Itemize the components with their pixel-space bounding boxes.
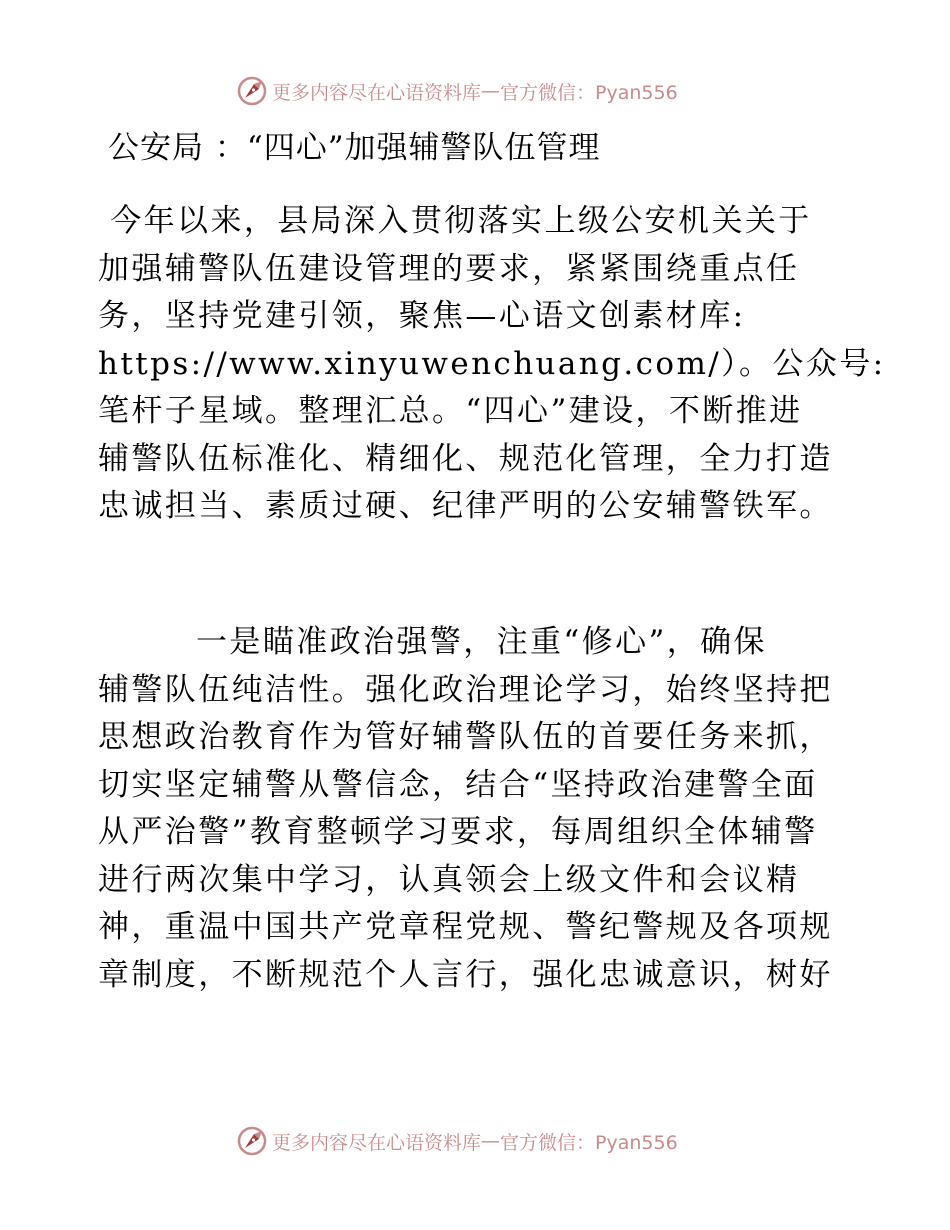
footer-banner (236, 1124, 716, 1158)
banner-text: 更多内容尽在心语资料库 (272, 1131, 482, 1154)
document-title: 公安局 ：“四心”加强辅警队伍管理 (108, 130, 601, 166)
header-banner (236, 74, 716, 108)
pen-nib-logo-icon (236, 1125, 268, 1157)
text-line: 思想政治教育作为管好辅警队伍的首要任务来抓， (98, 719, 833, 755)
text-line: 神，重温中国共产党章程党规、警纪警规及各项规 (98, 909, 833, 945)
banner-wechat: 官方微信：Pyan556 (500, 81, 678, 104)
banner-text: 更多内容尽在心语资料库 (272, 81, 482, 104)
banner-wechat: 官方微信：Pyan556 (500, 1131, 678, 1154)
text-line: 笔杆子星域。整理汇总。“四心”建设，不断推进 (98, 393, 803, 429)
banner-separator: — (481, 80, 501, 102)
text-line: https://www.xinyuwenchuang.com/）。公众号: (98, 345, 886, 382)
text-line: 进行两次集中学习，认真领会上级文件和会议精 (98, 861, 800, 898)
pen-nib-logo-icon (236, 75, 268, 107)
text-line: 一是瞄准政治强警，注重“修心”，确保 (98, 624, 767, 660)
paragraph-1 (98, 198, 886, 531)
text-line: 辅警队伍标准化、精细化、规范化管理，全力打造 (98, 440, 833, 477)
text-line: 章制度，不断规范个人言行，强化忠诚意识，树好 (98, 956, 833, 993)
text-line: 加强辅警队伍建设管理的要求，紧紧围绕重点任 (98, 250, 800, 287)
text-line: 务，坚持党建引领，聚焦—心语文创素材库: (98, 298, 746, 334)
text-line: 切实坚定辅警从警信念，结合“坚持政治建警全面 (98, 766, 818, 803)
text-line: 今年以来，县局深入贯彻落实上级公安机关关于 (98, 203, 812, 239)
text-line: 忠诚担当、素质过硬、纪律严明的公安辅警铁军。 (98, 488, 833, 524)
text-line: 从严治警”教育整顿学习要求，每周组织全体辅警 (98, 814, 818, 850)
banner-separator: — (481, 1130, 501, 1152)
text-line: 辅警队伍纯洁性。强化政治理论学习，始终坚持把 (98, 671, 833, 708)
paragraph-2 (98, 619, 850, 999)
